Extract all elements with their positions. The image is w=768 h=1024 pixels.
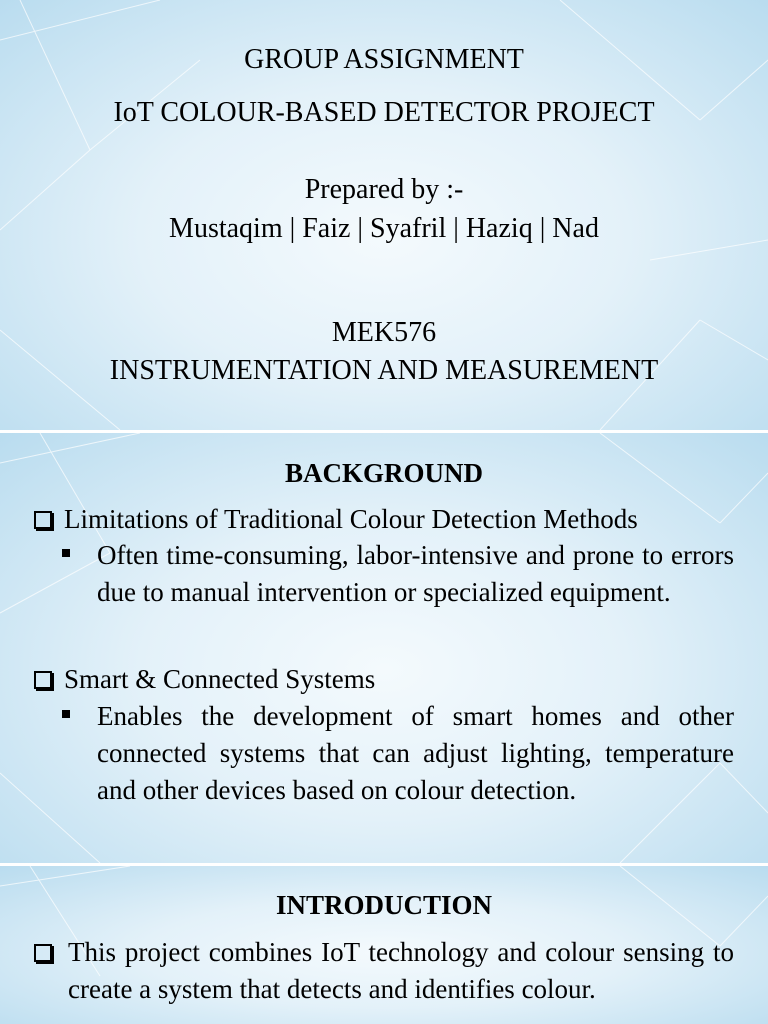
bullet-point <box>34 503 638 535</box>
slide-title: INTRODUCTION <box>275 890 493 920</box>
bullet-heading: Limitations of Traditional Colour Detection Methods <box>64 504 638 534</box>
sub-bullet <box>62 698 734 809</box>
checkbox-bullet-icon <box>34 944 52 962</box>
introduction-slide <box>0 866 768 1024</box>
team-members: Mustaqim | Faiz | Syafril | Haziq | Nad <box>169 213 599 244</box>
background-slide <box>0 433 768 863</box>
intro-text: This project combines IoT technology and colour sensing to create a system that detects and identifies colour. <box>68 937 734 1004</box>
square-bullet-icon <box>62 549 70 557</box>
prepared-by-label: Prepared by :- <box>304 174 464 205</box>
project-title: IoT COLOUR-BASED DETECTOR PROJECT <box>113 97 655 128</box>
sub-bullet <box>62 537 734 611</box>
bullet-point <box>34 663 375 695</box>
bullet-point <box>34 936 64 968</box>
assignment-label: GROUP ASSIGNMENT <box>244 44 524 75</box>
checkbox-bullet-icon <box>34 511 52 529</box>
bullet-heading: Smart & Connected Systems <box>64 664 376 694</box>
sub-bullet-text: Often time-consuming, labor-intensive and prone to errors due to manual intervention or specialized equipment. <box>97 540 734 607</box>
slide-title: BACKGROUND <box>284 458 483 488</box>
title-slide <box>0 0 768 430</box>
course-name: INSTRUMENTATION AND MEASUREMENT <box>109 355 659 386</box>
checkbox-bullet-icon <box>34 671 52 689</box>
square-bullet-icon <box>62 710 70 718</box>
course-code: MEK576 <box>331 317 437 348</box>
sub-bullet-text: Enables the development of smart homes and other connected systems that can adjust lighting, temperature and other devices based on colour detection. <box>97 701 734 805</box>
